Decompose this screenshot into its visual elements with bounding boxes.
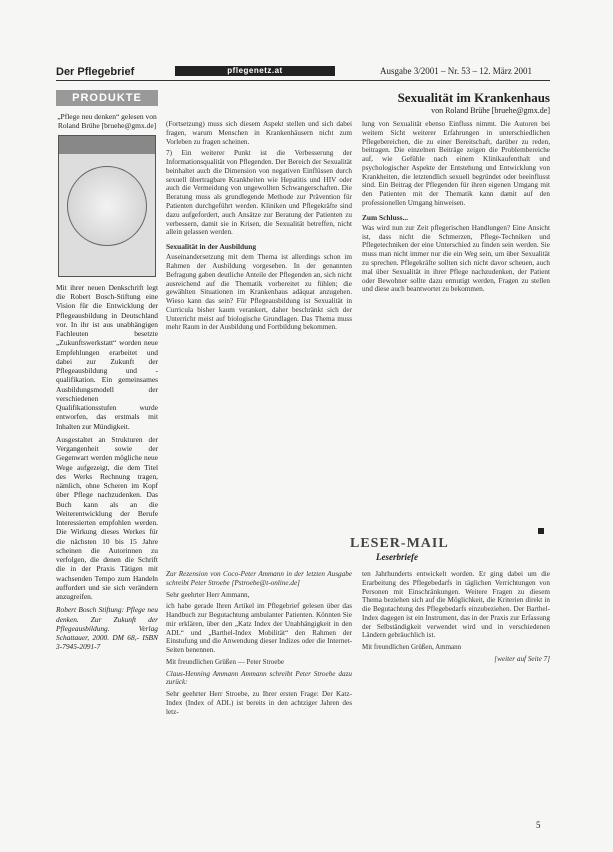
- issue-info: Ausgabe 3/2001 – Nr. 53 – 12. März 2001: [380, 66, 532, 76]
- sidebar-products: [56, 90, 158, 656]
- end-mark: [538, 528, 544, 534]
- section-heading: Zum Schluss...: [362, 212, 409, 222]
- letter-paragraph: ich habe gerade Ihren Artikel im Pflegebrief gelesen über das Handbuch zur Begutachtung ambulanter Patienten. Könnten Sie mir erklären, über den „Katz Index der Unabhängigkeit in den ADL“ und „Barthel-Index Mobilität“ den Rahmen der Einstufung und die Anwendung dieser Indizes oder die Internet-Seiten benennen.: [166, 602, 352, 655]
- article-byline: von Roland Brühe [bruehe@gmx.de]: [431, 106, 550, 115]
- article-paragraph: 7) Ein weiterer Punkt ist die Verbesserung der Informationsqualität von Pflegenden. Der Bereich der Sexualität beinhaltet auch die Dimension von negativen Einflüssen durch sexuell übertragbare Krankheiten wie Hepatitis und HIV oder auch die Vermeidung von ungewollten Schwangerschaften. Die Beratung muss als grundlegende Methode zur Prävention für Patienten durchgeführt werden. Kliniken und Pflegekräfte sind dazu aufgefordert, auch Ansätze zur Beratung der Patienten zu verbessern, damit sie in Krisen, die Sexualität betreffen, nicht allein gelassen werden.: [166, 149, 352, 237]
- letters-column-2: [362, 570, 550, 810]
- journal-name: Der Pflegebrief: [56, 66, 135, 78]
- letter-paragraph: Sehr geehrter Herr Ammann,: [166, 590, 250, 599]
- sidebar-banner: PRODUKTE: [56, 90, 158, 106]
- article-paragraph: lung von Sexualität ebenso Einfluss nimmt. Die Autoren bei weitem Sicht weiterer Erfahrungen in unterschiedlichen Pflegebereichen, die zu einer Bereitschaft, darüber zu reden, beitragen. Die einzelnen Beiträge zeigen die Problembereiche auf, wie Gefühle nach einem Klinikaufenthalt und psychologischer Aspekte der Entstehung und Entwicklung von Krankheiten, die letztendlich sexuell begründet oder beeinflusst sind. Ein Beitrag der Pflegenden für ihren eigenen Umgang mit den Patienten mit der Thematik kann damit auf den professionellen Umgang hinweisen.: [362, 120, 550, 208]
- letter-paragraph: Sehr geehrter Herr Stroebe, zu Ihrer ersten Frage: Der Katz-Index (Index of ADL) ist bereits in den achtziger Jahren des letz-: [166, 690, 352, 716]
- article-title: Sexualität im Krankenhaus: [397, 90, 550, 105]
- letter-intro: Zur Rezension von Coco-Peter Ammann in der letzten Ausgabe schreibt Peter Stroebe [Pstroebe@t-online.de]: [166, 570, 352, 587]
- article-paragraph: (Fortsetzung) muss sich diesem Aspekt stellen und sich dabei fragen, warum Menschen in Krankenhäusern nicht zum Vorleben zu fragen scheinen.: [166, 120, 352, 146]
- sidebar-paragraph: Ausgestaltet an Strukturen der Vergangenheit sowie der Gegenwart werden mögliche neue Wege aufgezeigt, die dem Titel des Werks Rechnung tragen, nämlich, ohne Scheren im Kopf über Pflege nachzudenken. Das Buch kann als an die Weiterentwicklung der Berufe Interessierten empfohlen werden. Die Wirkung dieses Werkes für die nächsten 10 bis 15 Jahre scheinen die Autorinnen zu verfolgen, die denen die Schrift die in der Praxis Tätigen mit wachsenden Tempo zum Handeln auffordert und sie sich verändern anzugreifen.: [56, 434, 158, 601]
- book-title: „Pflege neu denken“ gelesen von Roland Brühe [bruehe@gmx.de]: [57, 112, 157, 131]
- publisher-info: Robert Bosch Stiftung: Pflege neu denken. Zur Zukunft der Pflegeausbildung. Verlag Schattauer, 2000. DM 68,- ISBN 3-7945-2091-7: [56, 605, 158, 652]
- article-paragraph: Auseinandersetzung mit dem Thema ist allerdings schon im Rahmen der Ausbildung vorgesehen. In der genannten Befragung gaben deutliche Anteile der Pflegenden an, sich nicht ausreichend auf die Thematik vorbereitet zu fühlen; die gewählten Situationen im Krankenhaus adäquat anzugehen. Wieso kann das sein? Für Pflegeausbildung ist Sexualität in Curricula bisher kaum verankert, daher beschränkt sich der Unterricht meist auf biologische Grundlagen. Das Thema muss mehr Raum in der Ausbildung und Fortbildung bekommen.: [166, 253, 352, 332]
- header-strip: pflegenetz.at: [175, 66, 335, 76]
- letters-title: LESER-MAIL: [350, 536, 449, 551]
- section-heading: Sexualität in der Ausbildung: [166, 242, 257, 252]
- book-cover-image: [58, 135, 156, 277]
- header-rule: [56, 80, 550, 81]
- article-column-1: [166, 120, 352, 525]
- letters-subtitle: Leserbriefe: [376, 552, 418, 562]
- letter-paragraph: ten Jahrhunderts entwickelt worden. Er ging dabei um die Erarbeitung des Pflegebedarfs in täglichen Verrichtungen von Personen mit Einschränkungen. Weitere Fragen zu diesem Thema beziehen sich auf die Möglichkeit, die Kriterien direkt in die Begutachtung des Pflegebedarfs einzubeziehen. Der Barthel-Index dagegen ist ein Instrument, das in der Praxis zur Erfassung der Selbständigkeit verwendet wird und in verschiedenen Ländern gebräuchlich ist.: [362, 570, 550, 640]
- page-number: 5: [536, 820, 541, 830]
- letters-column-1: [166, 570, 352, 810]
- letter-signature: Mit freundlichen Grüßen, Ammann: [362, 643, 462, 652]
- sidebar-paragraph: Mit ihrer neuen Denkschrift legt die Robert Bosch-Stiftung eine Vision für die Entwicklung der Pflegeausbildung in Deutschland vor. In ihr ist aus unabhängigen Fachleuten besetzte „Zukunftswerkstatt“ worden neue Empfehlungen erarbeitet und dabei zur Zukunft der Pflegeausbildung und -qualifikation. Ein gemeinsames Ausbildungsmodell der verschiedenen Qualifikationsstufen wurde entworfen, das erstmals mit Inhalten zur Mündigkeit.: [56, 282, 158, 431]
- letter-signature: Mit freundlichen Grüßen — Peter Stroebe: [166, 658, 284, 667]
- article-paragraph: Was wird nun zur Zeit pflegerischen Handlungen? Eine Ansicht ist, dass nicht die Schmerzen, Pflege-Techniken und Pflegetechniken der eine Unterschied zu finden sein werden. Sie muss man nicht immer nur die ein Weg sein, um über Sexualität zu sprechen. Pflegekräfte sollten sich nicht davor scheuen, auch mal über Sexualität in ihrer Pflege nachzudenken, der Patient oder Bewohner sollte dazu ermutigt werden, Fragen zu stellen und diese auch beantwortet zu bekommen.: [362, 223, 550, 294]
- letter-intro: Claus-Henning Ammann Ammann schreibt Peter Stroebe dazu zurück:: [166, 669, 352, 687]
- article-column-2: [362, 120, 550, 525]
- continued-note: [weiter auf Seite 7]: [494, 654, 550, 663]
